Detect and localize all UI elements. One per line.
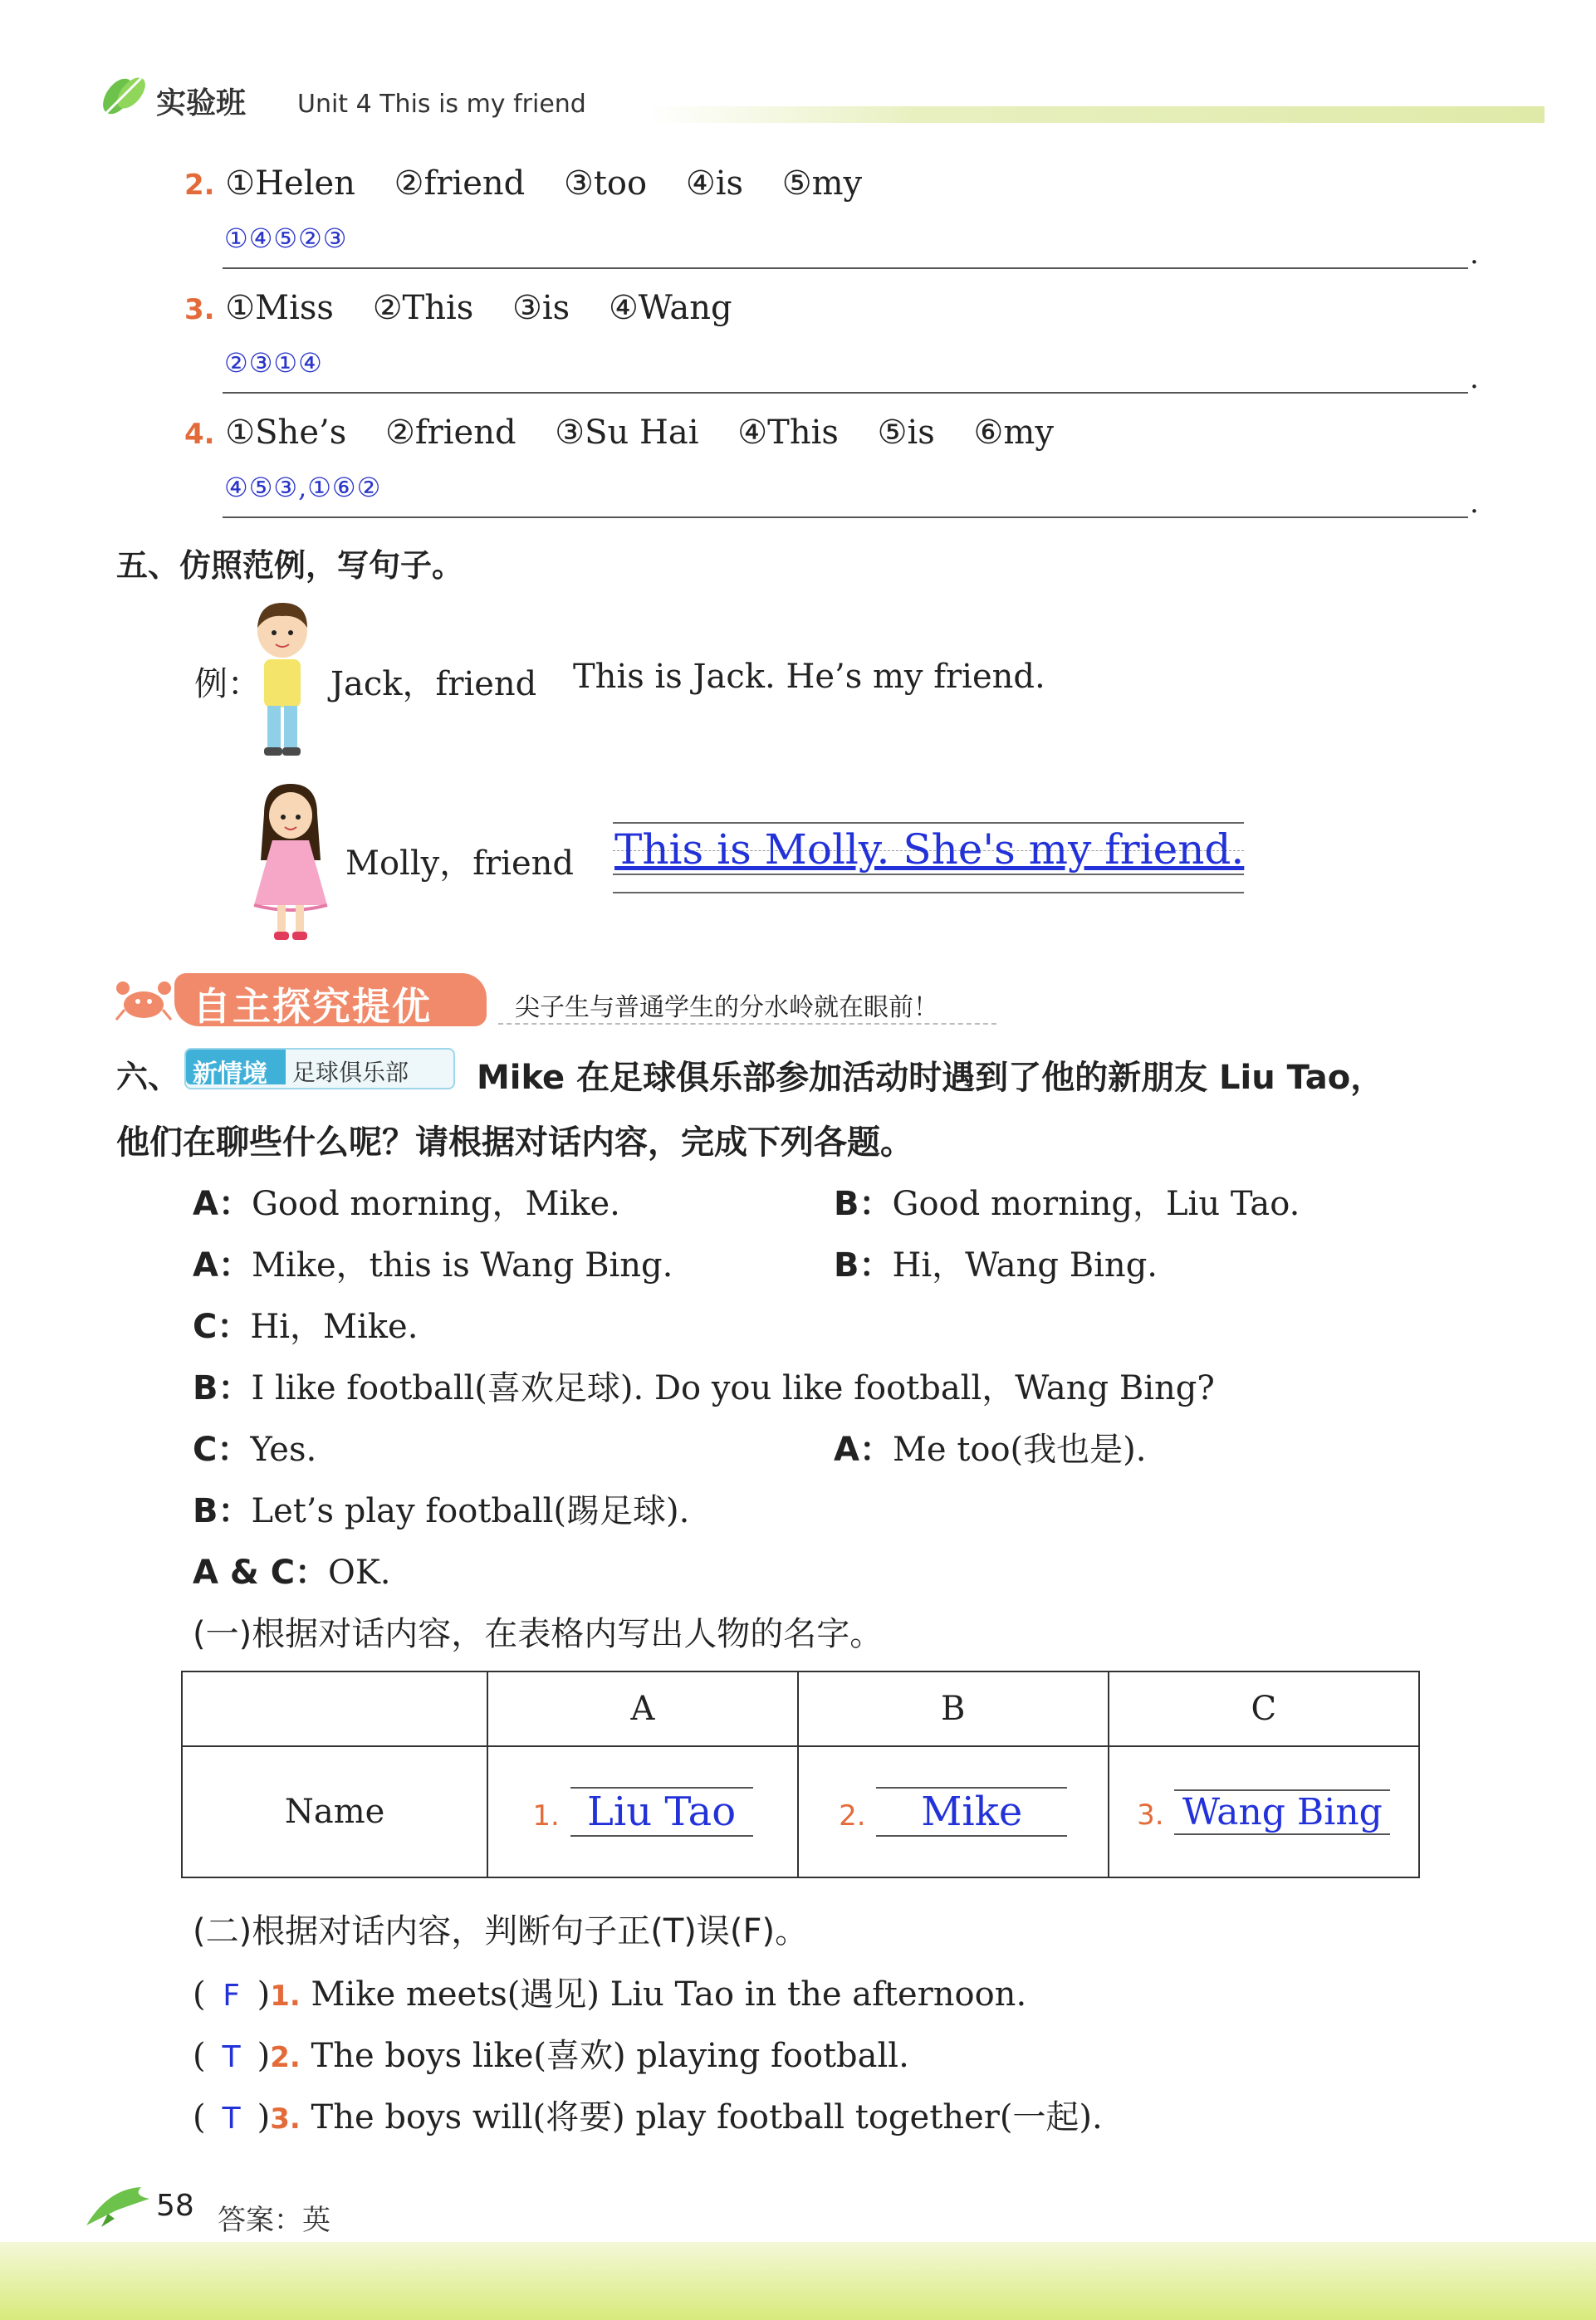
period: . [1470, 237, 1479, 271]
dialogue-line [834, 1239, 1158, 1286]
footer-label: 答案：英 [218, 2204, 330, 2237]
dialogue-line [193, 1362, 1215, 1409]
table-cell [798, 1746, 1109, 1877]
speaker: C： [193, 1431, 251, 1469]
utterance: Yes. [250, 1431, 317, 1469]
utterance: Me too(我也是). [892, 1431, 1147, 1469]
example-words: Jack，friend [330, 665, 537, 703]
utterance: Good morning，Mike. [251, 1185, 620, 1223]
period: . [1470, 362, 1479, 395]
section-5-title: 五、仿照范例，写句子。 [116, 547, 464, 584]
banner-title: 自主探究提优 [193, 984, 432, 1029]
tf-answer: T [222, 2040, 241, 2074]
tf-item: ( T )2. The boys like(喜欢) playing football. [193, 2037, 909, 2075]
unit-title: Unit 4 This is my friend [297, 90, 586, 119]
option: ①Helen [225, 164, 355, 203]
blank-number: 1. [532, 1799, 560, 1833]
scenario-tag-label: 新情境 [193, 1060, 267, 1089]
answer-line [223, 267, 1468, 269]
option: ④is [685, 164, 744, 203]
speaker: B： [834, 1246, 893, 1285]
speaker: C： [193, 1308, 251, 1346]
dialogue-line [193, 1300, 418, 1348]
name-answer: Mike [876, 1787, 1067, 1837]
dialogue-line [193, 1239, 673, 1286]
tf-answer: F [223, 1979, 240, 2013]
speaker: A： [193, 1185, 252, 1223]
option: ①Miss [225, 289, 334, 327]
example-sentence: This is Jack. He’s my friend. [573, 658, 1045, 696]
tf-number: 2. [270, 2041, 301, 2074]
speaker: A & C： [193, 1554, 329, 1592]
tf-statement: The boys will(将要) play football together(一起). [311, 2098, 1103, 2136]
question-number: 2. [184, 169, 215, 202]
example-label: 例： [194, 665, 261, 703]
option: ④This [737, 414, 839, 452]
leaf-logo-icon [98, 71, 151, 118]
option: ⑤is [877, 414, 935, 452]
task-words: Molly，friend [345, 844, 574, 883]
table-row-label: Name [182, 1746, 487, 1877]
option: ⑥my [973, 414, 1054, 452]
table-header: C [1109, 1671, 1419, 1746]
tf-statement: Mike meets(遇见) Liu Tao in the afternoon. [311, 1975, 1027, 2014]
option: ③too [564, 164, 648, 203]
header-band [648, 106, 1545, 123]
speaker: A： [193, 1246, 252, 1285]
table-header: B [798, 1671, 1109, 1746]
dolphin-icon [83, 2181, 153, 2230]
tf-number: 3. [270, 2102, 301, 2136]
writing-line-base [613, 874, 1244, 875]
table-header: A [487, 1671, 798, 1746]
option: ①She’s [225, 414, 347, 452]
question-2 [184, 164, 890, 203]
option: ②This [372, 289, 474, 327]
answer-line [223, 516, 1468, 518]
table-cell [487, 1746, 798, 1877]
option: ③is [512, 289, 570, 327]
speaker: B： [193, 1492, 252, 1530]
question-4 [184, 414, 1082, 452]
utterance: Hi，Mike. [250, 1308, 419, 1346]
tf-number: 1. [270, 1980, 301, 2013]
option: ②friend [394, 164, 526, 203]
period: . [1470, 487, 1479, 520]
utterance: Hi，Wang Bing. [892, 1246, 1158, 1285]
girl-illustration-icon [247, 781, 334, 943]
names-table [181, 1671, 1420, 1878]
section-6-number: 六、 [116, 1059, 180, 1095]
dialogue-line [834, 1423, 1146, 1471]
footer-band [0, 2242, 1596, 2320]
dialogue-line [193, 1177, 620, 1225]
tf-statement: The boys like(喜欢) playing football. [311, 2037, 909, 2075]
utterance: OK. [328, 1554, 391, 1592]
page-number: 58 [156, 2189, 194, 2223]
utterance: Mike，this is Wang Bing. [251, 1246, 673, 1285]
option: ③Su Hai [555, 414, 699, 452]
task-answer: This is Molly. She's my friend. [614, 825, 1245, 874]
utterance: Good morning，Liu Tao. [892, 1185, 1300, 1223]
brand-title: 实验班 [156, 86, 247, 120]
question-number: 4. [184, 418, 215, 451]
blank-number: 3. [1137, 1798, 1164, 1832]
option: ②friend [384, 414, 516, 452]
option: ⑤my [781, 164, 863, 203]
table-cell [1109, 1746, 1419, 1877]
answer-text: ①④⑤②③ [224, 223, 348, 254]
crab-icon [115, 973, 173, 1026]
banner-subtitle: 尖子生与普通学生的分水岭就在眼前！ [515, 993, 938, 1022]
speaker: B： [193, 1369, 252, 1407]
part-1-title: (一)根据对话内容，在表格内写出人物的名字。 [193, 1615, 884, 1653]
name-answer: Liu Tao [570, 1787, 753, 1837]
dialogue-line [834, 1177, 1300, 1225]
tf-item: ( T )3. The boys will(将要) play football together(一起). [193, 2098, 1103, 2136]
answer-line [223, 392, 1468, 394]
intro-line-1: Mike 在足球俱乐部参加活动时遇到了他的新朋友 Liu Tao， [477, 1059, 1384, 1097]
scenario-tag-topic: 足球俱乐部 [292, 1059, 409, 1086]
table-corner [182, 1671, 487, 1746]
intro-line-2: 他们在聊些什么呢？请根据对话内容，完成下列各题。 [116, 1123, 913, 1162]
utterance: Let’s play football(踢足球). [251, 1492, 690, 1530]
speaker: B： [834, 1185, 893, 1223]
answer-text: ②③①④ [224, 347, 323, 379]
dialogue-line [193, 1485, 689, 1532]
tf-item: ( F )1. Mike meets(遇见) Liu Tao in the afternoon. [193, 1975, 1027, 2014]
blank-number: 2. [839, 1799, 866, 1833]
speaker: A： [834, 1431, 893, 1469]
option: ④Wang [608, 289, 732, 327]
banner-divider [498, 1023, 996, 1025]
utterance: I like football(喜欢足球). Do you like football，Wang Bing? [251, 1369, 1215, 1407]
question-number: 3. [184, 293, 215, 326]
answer-text: ④⑤③,①⑥② [224, 472, 382, 503]
name-answer: Wang Bing [1174, 1789, 1390, 1835]
question-3 [184, 289, 761, 327]
writing-line-bottom [613, 892, 1244, 893]
tf-answer: T [222, 2102, 241, 2136]
writing-line-top [613, 822, 1244, 824]
dialogue-line [193, 1423, 316, 1471]
part-2-title: (二)根据对话内容，判断句子正(T)误(F)。 [193, 1912, 809, 1950]
dialogue-line [193, 1546, 390, 1593]
